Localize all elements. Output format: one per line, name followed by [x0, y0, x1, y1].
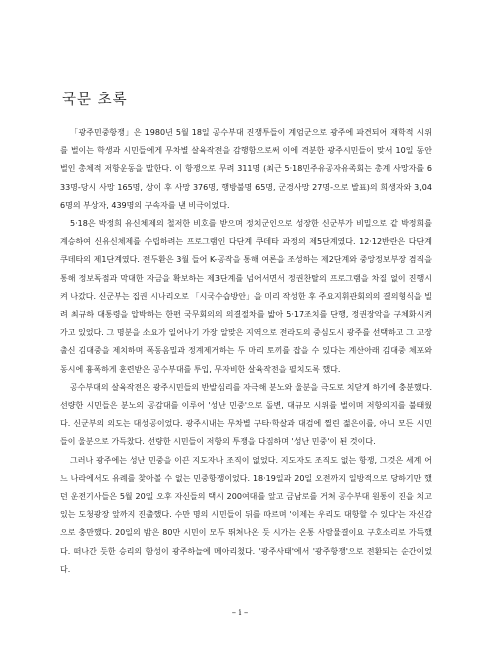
paragraph-1: 「광주민중항쟁」은 1980년 5월 18일 공수부대 진쟁투들이 계엄군으로 광주에 파견되어 재학적 시위를 벌이는 학생과 시민들에게 무차별 살육작전을 감행함으로써 이에 격분한 광주시민들이 맞서 10일 동안 벌인 총체적 저항운동을 말한다. 이 항쟁으로 무려 311명 (최근 5·18민주유공자유족회는 총계 사망자를 633명-당시 사망 165명, 상이 후 사망 376명, 행방불명 65명, 군경사망 27명-으로 발표)의 희생자와 3,046명의 부상자, 439명의 구속자를 낸 비극이었다. — [60, 128, 432, 210]
page-title: 국문 초록 — [62, 92, 128, 108]
paragraph-2: 5·18은 박정희 유신체제의 철저한 비호를 받으며 정치군인으로 성장한 신군부가 비밀으로 같 박정희를 계승하여 신유신체제를 수립하려는 프로그램인 다단계 쿠데타 과정의 제5단계였다. 12·12반란은 다단계 쿠데타의 제1단계였다. 전두환은 3월 들어 K-공작을 통해 여론을 조성하는 제2단계와 중앙정보부장 겸직을 통해 정보독점과 막대한 자금을 확보하는 제3단계를 넘어서면서 정권찬탈의 프로그램을 차질 없이 진행시켜 나갔다. 신군부는 집권 시나리오로 「시국수습방안」을 미리 작성한 후 주요지휘관회의의 결의형식을 빌려 최규하 대통령을 압박하는 한편 국무회의의 의결절차를 밟아 5·17조치를 단행, 정권장악을 구체화시켜가고 있었다. 그 명분을 소요가 일어나기 가장 알맞은 지역으로 전라도의 중심도시 광주를 선택하고 그 고장 출신 김대중을 제치하며 폭동음밀과 정계제거하는 두 마리 토끼를 잡을 수 있다는 계산아래 김대중 체포와 동시에 흉폭하게 훈련받은 공수부대를 투입, 무자비한 살육작전을 펼치도록 했다. — [60, 219, 432, 374]
page-number: – i – — [231, 608, 249, 618]
abstract-body — [60, 124, 432, 579]
paragraph-4: 그러나 광주에는 성난 민중을 이끈 지도자나 조직이 없었다. 지도자도 조직도 없는 항쟁, 그것은 세계 어느 나라에서도 유례를 찾아볼 수 없는 민중항쟁이었다. 18·19일과 20일 오전까지 일방적으로 당하기만 했던 운전기사들은 5월 20일 오후 자신들의 택시 200여대를 앞고 금남로를 거쳐 공수부대 원통이 진을 치고 있는 도청광장 앞까지 진출했다. 수만 명의 시민들이 뒤를 따르며 '이제는 우리도 대항할 수 있다'는 자신감으로 충만했다. 20일의 밤은 80만 시민이 모두 뛰쳐나온 듯 시가는 온통 사람물결이요 구호소리로 가득했다. 떠나간 듯한 승리의 함성이 광주하늘에 메아리쳤다. '광주사태'에서 '광주항쟁'으로 전환되는 순간이었다. — [60, 455, 432, 574]
paragraph-3: 공수부대의 살육작전은 광주시민들의 반발심리를 자극해 분노와 울분을 극도로 치닫게 하기에 충분했다. 선량한 시민들은 분노의 공감대를 이루어 '성난 민중'으로 돌변, 대규모 시위를 벌이며 저항의지를 불태웠다. 신군부의 의도는 대성공이었다. 광주시내는 무차별 구타·학살과 대검에 찔린 젊은이를, 아니 모든 시민들이 울분으로 가득찼다. 선량한 시민들이 저항의 투쟁을 다짐하며 '성난 민중'이 된 것이다. — [60, 382, 432, 447]
